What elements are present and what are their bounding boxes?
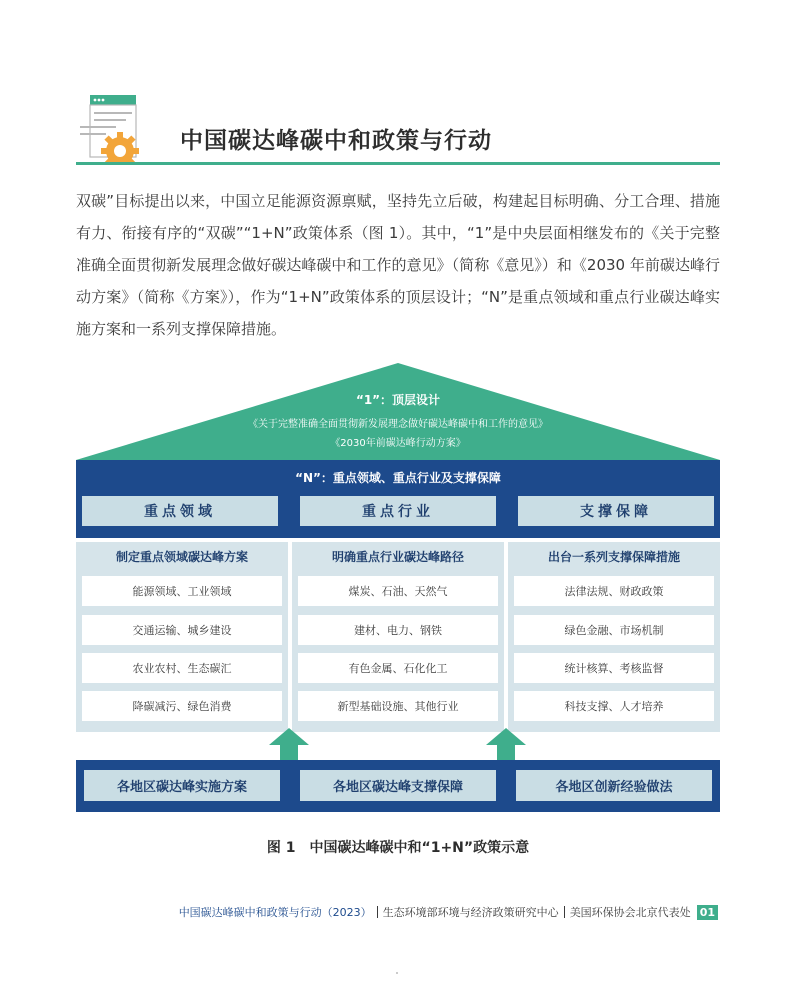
footer-report-title: 中国碳达峰碳中和政策与行动（2023） — [178, 906, 372, 919]
footer-divider — [564, 906, 565, 918]
column-key-areas — [76, 542, 288, 732]
list-item: 降碳减污、绿色消费 — [82, 691, 282, 721]
n-band-title: “N”：重点领域、重点行业及支撑保障 — [295, 471, 501, 485]
up-arrow-icon — [269, 728, 309, 760]
list-item: 法律法规、财政政策 — [514, 576, 714, 606]
list-item: 煤炭、石油、天然气 — [298, 576, 498, 606]
roof-title: “1”：顶层设计 — [355, 393, 441, 407]
column-title: 出台一系列支撑保障措施 — [547, 550, 680, 564]
page-number: 01 — [697, 905, 718, 920]
category-support: 支撑保障 — [518, 496, 714, 526]
list-item: 绿色金融、市场机制 — [514, 615, 714, 645]
list-item: 科技支撑、人才培养 — [514, 691, 714, 721]
list-item: 有色金属、石化化工 — [298, 653, 498, 683]
regional-band — [76, 760, 720, 812]
decorative-dot — [396, 972, 398, 974]
list-item: 建材、电力、钢铁 — [298, 615, 498, 645]
n-band — [76, 460, 720, 538]
intro-paragraph — [76, 185, 720, 345]
footer-divider — [377, 906, 378, 918]
column-support — [508, 542, 720, 732]
section-title: 中国碳达峰碳中和政策与行动 — [180, 128, 492, 154]
list-item: 能源领域、工业领域 — [82, 576, 282, 606]
column-title: 明确重点行业碳达峰路径 — [331, 550, 464, 564]
regional-support: 各地区碳达峰支撑保障 — [300, 770, 496, 801]
list-item: 交通运输、城乡建设 — [82, 615, 282, 645]
title-underline — [76, 162, 720, 165]
list-item: 新型基础设施、其他行业 — [298, 691, 498, 721]
gear-document-icon — [76, 93, 162, 165]
column-key-industries — [292, 542, 504, 732]
category-key-industries: 重点行业 — [300, 496, 496, 526]
footer-org-2: 美国环保协会北京代表处 — [569, 906, 691, 919]
regional-plan: 各地区碳达峰实施方案 — [84, 770, 280, 801]
regional-innovation: 各地区创新经验做法 — [516, 770, 712, 801]
figure-caption: 图 1 中国碳达峰碳中和“1+N”政策示意 — [266, 840, 530, 856]
list-item: 农业农村、生态碳汇 — [82, 653, 282, 683]
column-title: 制定重点领域碳达峰方案 — [115, 550, 248, 564]
list-item: 统计核算、考核监督 — [514, 653, 714, 683]
category-key-areas: 重点领域 — [82, 496, 278, 526]
roof-document-2: 《2030年前碳达峰行动方案》 — [330, 438, 466, 449]
paragraph-text: 双碳”目标提出以来，中国立足能源资源禀赋，坚持先立后破，构建起目标明确、分工合理、措施有力、衔接有序的“双碳”“1+N”政策体系（图 1）。其中，“1”是中央层面相继发布的《关于完整准确全面贯彻新发展理念做好碳达峰碳中和工作的意见》（简称《意见》）和《2030 年前碳达峰行动方案》（简称《方案》），作为“1+N”政策体系的顶层设计；“N”是重点领域和重点行业碳达峰实施方案和一系列支撑保障措施。 — [76, 192, 720, 338]
roof-document-1: 《关于完整准确全面贯彻新发展理念做好碳达峰碳中和工作的意见》 — [248, 419, 548, 430]
footer-org-1: 生态环境部环境与经济政策研究中心 — [382, 906, 559, 919]
page-footer — [179, 904, 718, 920]
up-arrow-icon — [486, 728, 526, 760]
